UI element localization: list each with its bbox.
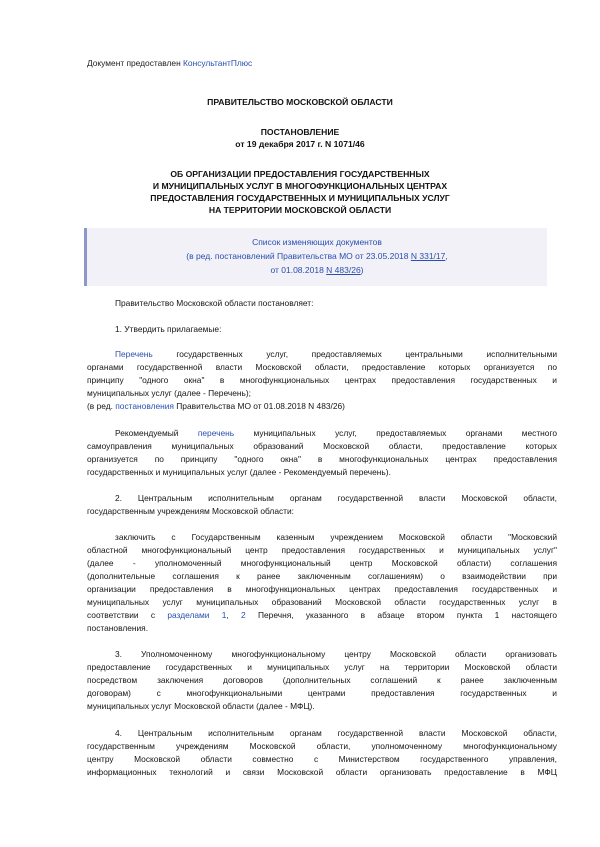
recommended-start: Рекомендуемый [115, 428, 198, 438]
recommended-line-2: самоуправления муниципальных образований Московской области, предоставление которых [87, 441, 557, 451]
recommended-line-4: государственных и муниципальных услуг (далее - Рекомендуемый перечень). [87, 467, 391, 477]
conclude-last-end: Перечня, указанного в абзаце втором пункта 1 настоящего [245, 610, 557, 620]
subject-line-2: И МУНИЦИПАЛЬНЫХ УСЛУГ В МНОГОФУНКЦИОНАЛЬНЫХ ЦЕНТРАХ [152, 181, 448, 191]
perechen-text-1: государственных услуг, предоставляемых центральными исполнительными [152, 349, 557, 359]
subject-line-4: НА ТЕРРИТОРИИ МОСКОВСКОЙ ОБЛАСТИ [208, 205, 392, 215]
conclude-line-1: заключить с Государственным казенным учреждением Московской области "Московский [115, 532, 557, 542]
amend-line-1-text: (в ред. постановлений Правительства МО от 23.05.2018 [186, 251, 411, 261]
recommended-list-link[interactable]: перечень [197, 428, 235, 438]
amending-documents-box [84, 228, 547, 286]
item-3-line-3: посредством заключения договоров (дополнительных соглашений к ранее заключенным [87, 675, 557, 685]
perechen-line-1 [115, 348, 557, 360]
perechen-amend-link[interactable]: постановления [115, 401, 174, 411]
amending-documents-heading: Список изменяющих документов [252, 237, 382, 247]
recommended-line-3: организуется по принципу "одного окна" в многофункциональных центрах предоставления [87, 454, 557, 464]
conclude-line-8: постановления. [87, 623, 149, 633]
document-type: ПОСТАНОВЛЕНИЕ [260, 127, 340, 137]
amend-line-2-text: от 01.08.2018 [270, 265, 327, 275]
conclude-line-4: (дополнительные соглашения к ранее заключенным соглашениям) о взаимодействии при [87, 571, 557, 581]
item-3-line-4: договорам) с многофункциональными центрами предоставления государственных и [87, 688, 557, 698]
section-2-link[interactable]: 2 [241, 610, 246, 620]
item-4-line-1: 4. Центральным исполнительным органам государственной власти Московской области, [115, 728, 557, 738]
consultant-plus-link[interactable]: КонсультантПлюс [183, 58, 253, 68]
conclude-line-2: областной многофункциональный центр предоставления государственных и муниципальных услуг" [87, 545, 557, 555]
amend-line-2-end: ) [360, 265, 364, 275]
perechen-line-4: муниципальных услуг (далее - Перечень); [87, 388, 251, 398]
conclude-line-5: организации предоставления в многофункциональных центрах предоставления государственных и [87, 584, 557, 594]
government-title: ПРАВИТЕЛЬСТВО МОСКОВСКОЙ ОБЛАСТИ [207, 97, 393, 107]
conclude-line-6: муниципальных услуг муниципальных образований Московской области государственных услуг в [87, 597, 557, 607]
item-2-line-1: 2. Центральным исполнительным органам государственной власти Московской области, [115, 493, 557, 503]
resolves-line: Правительство Московской области постановляет: [115, 298, 314, 308]
item-1-line: 1. Утвердить прилагаемые: [115, 324, 222, 334]
item-3-line-2: предоставление государственных и муниципальных услуг на территории Московской области [87, 662, 557, 672]
provided-prefix: Документ предоставлен [87, 58, 184, 68]
recommended-text-1: муниципальных услуг, предоставляемых органами местного [234, 428, 557, 438]
item-4-line-3: центру Московской области совместно с Министерством государственного управления, [87, 754, 557, 764]
amend-link-331[interactable]: N 331/17 [410, 251, 446, 261]
item-4-line-2: государственным учреждениям Московской области, уполномоченному многофункциональному [87, 741, 557, 751]
document-date-number: от 19 декабря 2017 г. N 1071/46 [235, 139, 365, 149]
perechen-line-3: принципу "одного окна" в многофункциональных центрах предоставления государственных и [87, 375, 557, 385]
item-3-line-5: муниципальных услуг Московской области (далее - МФЦ). [87, 701, 315, 711]
perechen-amend-prefix: (в ред. [87, 401, 116, 411]
amending-documents-line-1 [87, 251, 547, 261]
item-2-line-2: государственным учреждениям Московской области: [87, 506, 295, 516]
amend-line-1-end: , [445, 251, 448, 261]
perechen-amendment [87, 400, 557, 412]
perechen-amend-suffix: Правительства МО от 01.08.2018 N 483/26) [173, 401, 345, 411]
item-3-line-1: 3. Уполномоченному многофункциональному центру Московской области организовать [115, 649, 557, 659]
conclude-last-sep: , [226, 610, 242, 620]
amend-link-483[interactable]: N 483/26 [326, 265, 361, 275]
provided-by-line [87, 58, 252, 68]
recommended-line-1 [115, 427, 557, 439]
amending-documents-line-2 [87, 265, 547, 275]
item-4-line-4: информационных технологий и связи Московской области организовать предоставление в МФЦ [87, 767, 557, 777]
perechen-line-2: органами государственной власти Московской области, предоставление которых организуется по [87, 362, 557, 372]
subject-line-3: ПРЕДОСТАВЛЕНИЯ ГОСУДАРСТВЕННЫХ И МУНИЦИПАЛЬНЫХ УСЛУГ [150, 193, 450, 203]
conclude-line-7 [87, 609, 557, 621]
conclude-last-start: соответствии с [87, 610, 168, 620]
subject-line-1: ОБ ОРГАНИЗАЦИИ ПРЕДОСТАВЛЕНИЯ ГОСУДАРСТВЕННЫХ [170, 169, 430, 179]
conclude-line-3: (далее - уполномоченный многофункциональный центр Московской области) соглашения [87, 558, 557, 568]
perechen-link[interactable]: Перечень [115, 349, 153, 359]
sections-1-link[interactable]: разделами 1 [167, 610, 227, 620]
